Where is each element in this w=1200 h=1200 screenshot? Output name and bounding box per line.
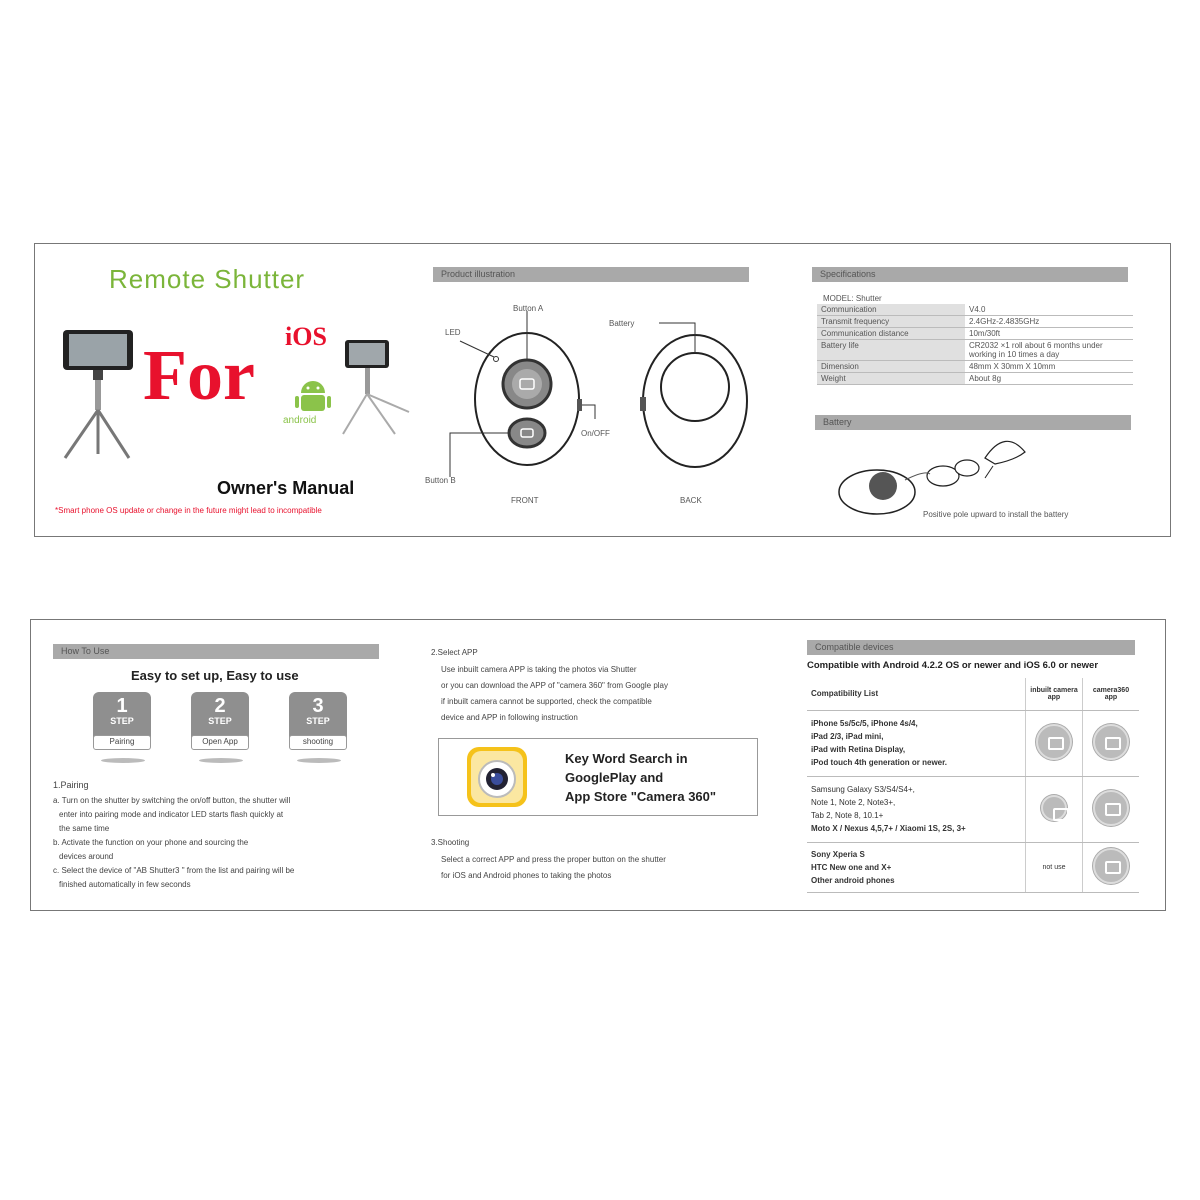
table-row: Samsung Galaxy S3/S4/S4+, Note 1, Note 2, Note3+, Tab 2, Note 8, 10.1+ Moto X / Nexus 4,5,7+ / Xiaomi 1S, 2S, 3+ xyxy=(807,776,1139,842)
select-line: Use inbuilt camera APP is taking the photos via Shutter xyxy=(441,665,637,674)
camera-icon xyxy=(1093,848,1129,884)
pairing-line: c. Select the device of "AB Shutter3 " from the list and pairing will be xyxy=(53,866,295,875)
shutter-back-diagram xyxy=(625,309,755,489)
label-led: LED xyxy=(445,328,461,337)
top-panel xyxy=(34,243,1171,537)
label-back: BACK xyxy=(680,496,702,505)
camera360-search-box xyxy=(438,738,758,816)
pairing-line: devices around xyxy=(59,852,114,861)
table-row: Communication V4.0 xyxy=(817,304,1133,316)
pairing-line: the same time xyxy=(59,824,110,833)
label-battery: Battery xyxy=(609,319,635,328)
ios-text: iOS xyxy=(285,322,327,351)
pairing-instructions xyxy=(53,794,403,892)
product-title: Remote Shutter xyxy=(109,264,306,294)
battery-install-diagram xyxy=(835,430,1035,520)
table-header-row: Compatibility List inbuilt camera app camera360 app xyxy=(807,678,1139,710)
battery-header: Battery xyxy=(815,415,1131,430)
bottom-panel xyxy=(30,619,1166,911)
camera-icon xyxy=(1041,795,1067,821)
tripod-phone-image xyxy=(57,324,139,464)
pairing-line: a. Turn on the shutter by switching the on/off button, the shutter will xyxy=(53,796,291,805)
camera-icon xyxy=(1036,724,1072,760)
select-app-title: 2.Select APP xyxy=(431,648,478,657)
select-line: if inbuilt camera cannot be supported, check the compatible xyxy=(441,697,652,706)
table-row: Transmit frequency 2.4GHz-2.4835GHz xyxy=(817,316,1133,328)
compatibility-table xyxy=(807,678,1139,893)
table-row: Dimension 48mm X 30mm X 10mm xyxy=(817,361,1133,373)
camera-icon xyxy=(1093,724,1129,760)
select-app-text xyxy=(441,662,668,726)
step-3-badge: 3 STEP shooting xyxy=(289,692,347,748)
step-1-badge: 1 STEP Pairing xyxy=(93,692,151,748)
how-to-use-header: How To Use xyxy=(53,644,379,659)
camera360-app-icon xyxy=(465,745,529,809)
shooting-line: Select a correct APP and press the proper button on the shutter xyxy=(441,855,666,864)
label-button-b: Button B xyxy=(425,476,456,485)
step-2-badge: 2 STEP Open App xyxy=(191,692,249,748)
label-button-a: Button A xyxy=(513,304,544,313)
label-onoff: On/OFF xyxy=(581,429,610,438)
model-text: MODEL: Shutter xyxy=(823,294,882,303)
table-row: Communication distance 10m/30ft xyxy=(817,328,1133,340)
illustration-header: Product illustration xyxy=(433,267,749,282)
shooting-line: for iOS and Android phones to taking the photos xyxy=(441,871,612,880)
camera-icon xyxy=(1093,790,1129,826)
select-line: device and APP in following instruction xyxy=(441,713,578,722)
select-line: or you can download the APP of "camera 360" from Google play xyxy=(441,681,668,690)
pairing-title: 1.Pairing xyxy=(53,780,89,790)
shooting-title: 3.Shooting xyxy=(431,838,470,847)
table-row: Weight About 8g xyxy=(817,373,1133,385)
tripod-phone-image-2 xyxy=(335,334,415,444)
table-row: iPhone 5s/5c/5, iPhone 4s/4, iPad 2/3, iPad mini, iPad with Retina Display, iPod touch 4th generation or newer. xyxy=(807,710,1139,776)
spec-table xyxy=(817,304,1133,385)
table-row: Battery life CR2032 ×1 roll about 6 months under working in 10 times a day xyxy=(817,340,1133,361)
step-shadow xyxy=(199,758,243,763)
pairing-line: finished automatically in few seconds xyxy=(59,880,191,889)
owners-manual-title: Owner's Manual xyxy=(217,478,355,498)
step-shadow xyxy=(101,758,145,763)
step-shadow xyxy=(297,758,341,763)
label-front: FRONT xyxy=(511,496,539,505)
shooting-text xyxy=(441,852,666,884)
spec-header: Specifications xyxy=(812,267,1128,282)
for-text: For xyxy=(143,335,255,415)
android-logo xyxy=(293,377,333,417)
table-row: Sony Xperia S HTC New one and X+ Other android phones not use xyxy=(807,842,1139,892)
battery-note: Positive pole upward to install the battery xyxy=(923,510,1069,519)
pairing-line: enter into pairing mode and indicator LED starts flash quickly at xyxy=(59,810,284,819)
compat-title: Compatible with Android 4.2.2 OS or newer and iOS 6.0 or newer xyxy=(807,660,1099,671)
easy-title: Easy to set up, Easy to use xyxy=(131,668,299,683)
keyword-search-text: Key Word Search in GooglePlay and App Store "Camera 360" xyxy=(565,751,717,804)
android-text: android xyxy=(283,415,317,426)
pairing-line: b. Activate the function on your phone and sourcing the xyxy=(53,838,249,847)
disclaimer-text: *Smart phone OS update or change in the future might lead to incompatible xyxy=(55,506,322,515)
compatible-devices-header: Compatible devices xyxy=(807,640,1135,655)
